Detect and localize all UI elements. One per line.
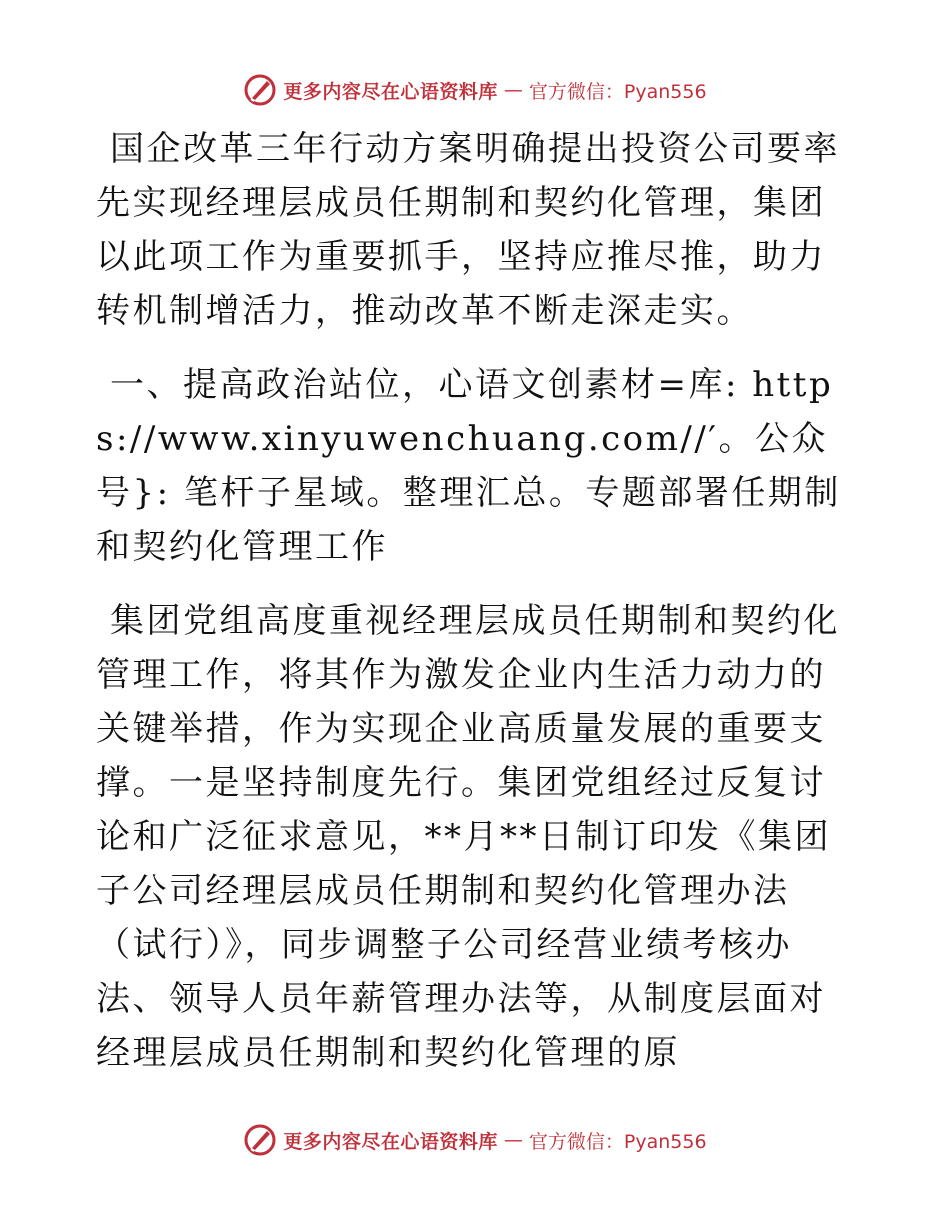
quill-pen-logo-icon [243,73,277,107]
section-heading-1: 一、提高政治站位，心语文创素材=库: https://www.xinyuwenchuang.com//′。公众号}: 笔杆子星域。整理汇总。专题部署任期制和契约化管理工作 [96,365,841,567]
quill-pen-logo-icon [243,1123,277,1157]
banner-separator: — [503,79,523,101]
document-body [96,122,848,1100]
banner-wechat: 官方微信：Pyan556 [528,1130,707,1153]
paragraph-body: 集团党组高度重视经理层成员任期制和契约化管理工作，将其作为激发企业内生活力动力的关键举措，作为实现企业高质量发展的重要支撑。一是坚持制度先行。集团党组经过反复讨论和广泛征求意见，**月**日制订印发《集团子公司经理层成员任期制和契约化管理办法（试行）》，同步调整子公司经营业绩考核办法、领导人员年薪管理办法等，从制度层面对经理层成员任期制和契约化管理的原 [96,601,840,1073]
banner-wechat: 官方微信：Pyan556 [528,80,707,103]
banner-text: 更多内容尽在心语资料库 [283,1130,498,1153]
header-watermark-banner [0,70,950,110]
banner-text: 更多内容尽在心语资料库 [283,80,498,103]
banner-separator: — [503,1129,523,1151]
paragraph-intro: 国企改革三年行动方案明确提出投资公司要率先实现经理层成员任期制和契约化管理，集团以此项工作为重要抓手，坚持应推尽推，助力转机制增活力，推动改革不断走深走实。 [96,129,840,331]
footer-watermark-banner [0,1120,950,1160]
